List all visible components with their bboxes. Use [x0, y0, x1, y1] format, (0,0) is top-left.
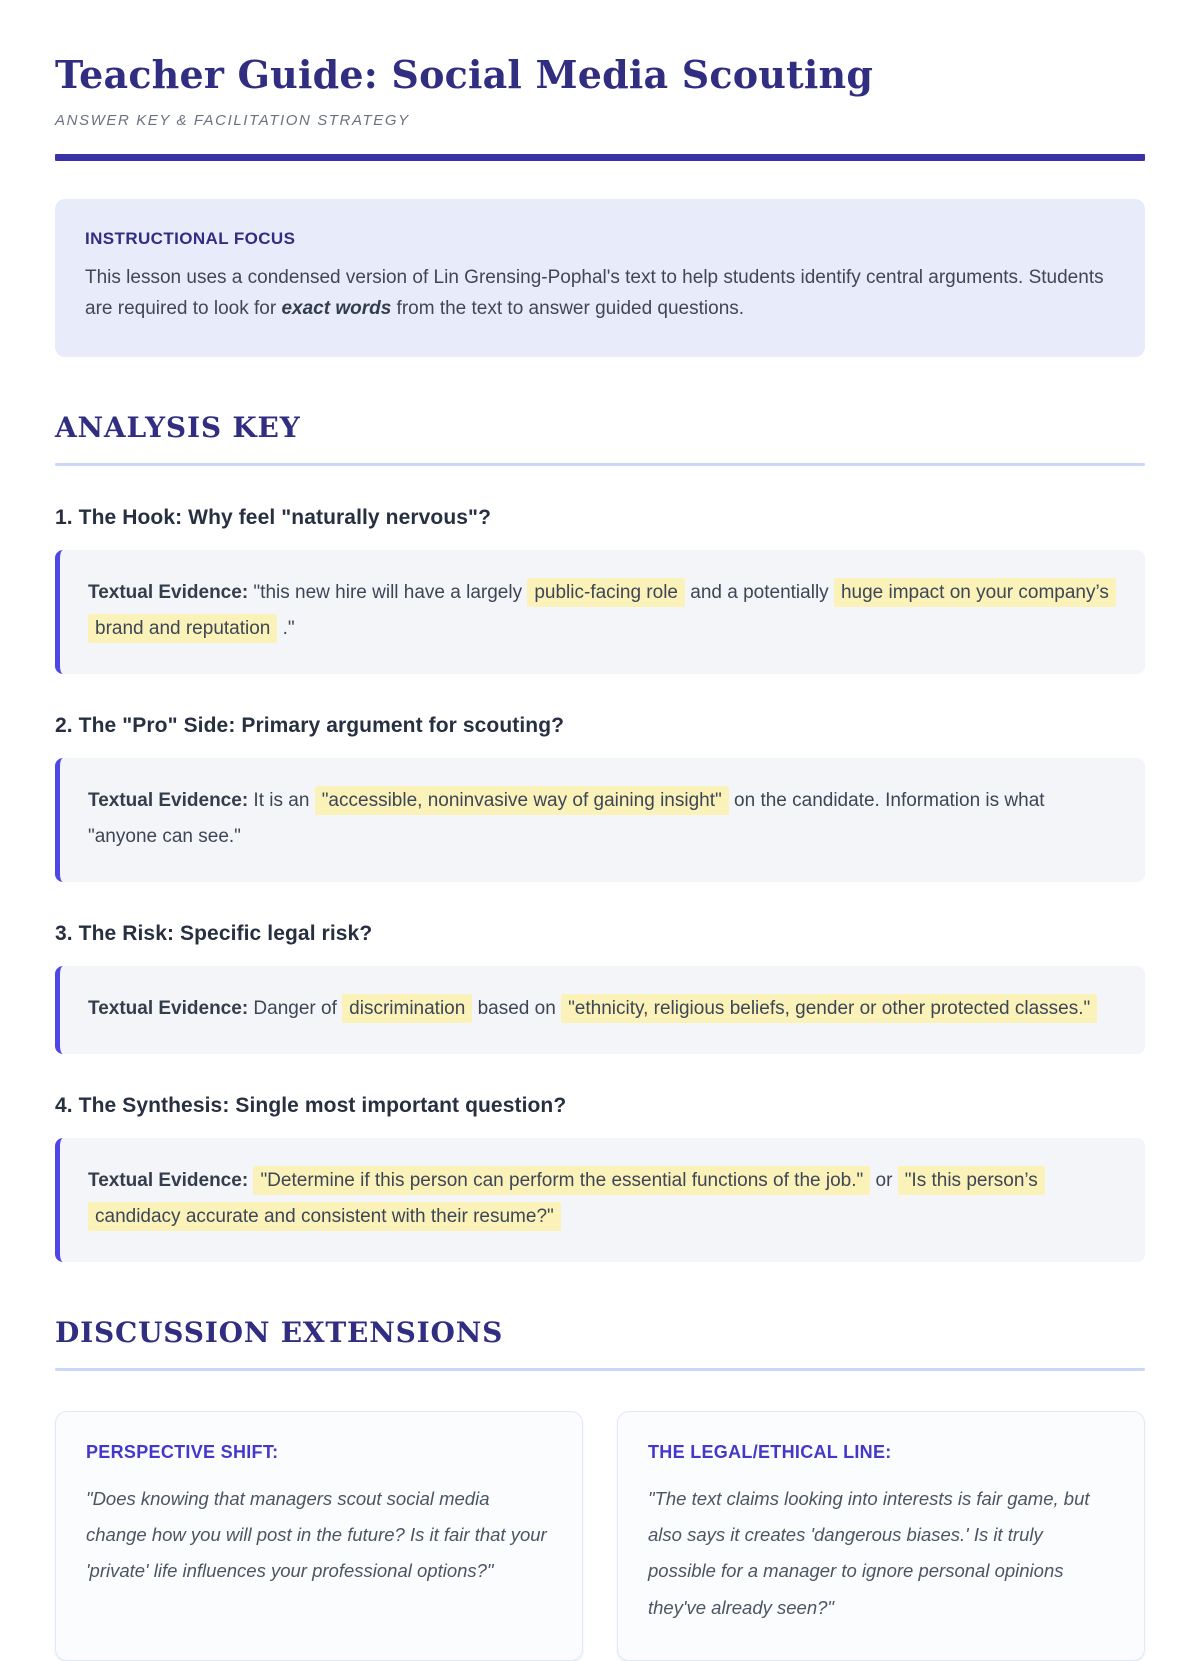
highlighted-evidence: "Determine if this person can perform the essential functions of the job." — [253, 1166, 870, 1195]
highlighted-evidence: "accessible, noninvasive way of gaining insight" — [315, 786, 729, 815]
evidence-text — [88, 991, 1115, 1027]
analysis-question-list — [55, 506, 1145, 1263]
evidence-box — [55, 966, 1145, 1054]
evidence-text — [88, 575, 1115, 647]
highlighted-evidence: public-facing role — [527, 578, 685, 607]
title-divider — [55, 154, 1145, 161]
highlighted-evidence: "ethnicity, religious beliefs, gender or other protected classes." — [561, 994, 1097, 1023]
evidence-plain-text: or — [870, 1170, 898, 1192]
evidence-label: Textual Evidence: — [88, 998, 249, 1020]
analysis-key-heading: ANALYSIS KEY — [55, 410, 301, 444]
discussion-extensions-heading: DISCUSSION EXTENSIONS — [55, 1316, 504, 1350]
page-subtitle: ANSWER KEY & FACILITATION STRATEGY — [55, 112, 410, 129]
focus-body-emphasis: exact words — [281, 298, 392, 320]
analysis-key-section — [55, 411, 1145, 1263]
discussion-cards-row — [55, 1411, 1145, 1660]
discussion-extensions-section — [55, 1316, 1145, 1660]
discussion-card-body: "Does knowing that managers scout social media change how you will post in the future? Is it fair that your 'private' life influences your professional options?" — [86, 1488, 547, 1582]
evidence-text — [88, 1163, 1115, 1235]
evidence-plain-text: Danger of — [248, 998, 343, 1020]
evidence-box — [55, 1138, 1145, 1262]
analysis-question — [55, 506, 1145, 674]
evidence-plain-text: "this new hire will have a largely — [248, 581, 528, 603]
discussion-extensions-divider — [55, 1368, 1145, 1371]
evidence-box — [55, 758, 1145, 882]
focus-body-part1: This lesson uses a condensed version of Lin Grensing-Pophal's text to help students identify central arguments. Students are required to look for — [85, 267, 1104, 320]
discussion-card-title: PERSPECTIVE SHIFT: — [86, 1442, 279, 1463]
evidence-label: Textual Evidence: — [88, 1170, 249, 1192]
discussion-card-body: "The text claims looking into interests is fair game, but also says it creates 'dangerous biases.' Is it truly possible for a manager to ignore personal opinions they've already seen?" — [648, 1488, 1090, 1618]
analysis-question — [55, 922, 1145, 1054]
discussion-card-perspective-shift — [55, 1411, 583, 1660]
analysis-key-divider — [55, 463, 1145, 466]
evidence-plain-text: based on — [472, 998, 562, 1020]
focus-body-part2: from the text to answer guided questions. — [391, 298, 745, 320]
question-title: 3. The Risk: Specific legal risk? — [55, 922, 373, 946]
question-title: 1. The Hook: Why feel "naturally nervous"? — [55, 505, 492, 529]
evidence-plain-text: ." — [277, 617, 295, 639]
evidence-text — [88, 783, 1115, 855]
instructional-focus-box — [55, 199, 1145, 357]
highlighted-evidence: "Is this person’s candidacy accurate and consistent with their resume?" — [88, 1166, 1045, 1231]
evidence-plain-text: and a potentially — [685, 581, 834, 603]
discussion-card-legal-ethical-line — [617, 1411, 1145, 1660]
instructional-focus-heading: INSTRUCTIONAL FOCUS — [85, 229, 296, 248]
analysis-question — [55, 714, 1145, 882]
evidence-label: Textual Evidence: — [88, 581, 249, 603]
evidence-box — [55, 550, 1145, 674]
question-title: 2. The "Pro" Side: Primary argument for scouting? — [55, 713, 565, 737]
highlighted-evidence: huge impact on your company’s brand and reputation — [88, 578, 1116, 643]
highlighted-evidence: discrimination — [342, 994, 472, 1023]
evidence-plain-text: It is an — [248, 789, 315, 811]
instructional-focus-body — [85, 262, 1115, 325]
evidence-segments — [248, 994, 1097, 1023]
evidence-plain-text: on the candidate. Information is what "anyone can see." — [88, 789, 1045, 847]
analysis-question — [55, 1094, 1145, 1262]
question-title: 4. The Synthesis: Single most important question? — [55, 1094, 567, 1118]
discussion-card-title: THE LEGAL/ETHICAL LINE: — [648, 1442, 892, 1463]
document-header — [55, 52, 1145, 161]
page-title: Teacher Guide: Social Media Scouting — [55, 52, 874, 97]
evidence-label: Textual Evidence: — [88, 789, 249, 811]
